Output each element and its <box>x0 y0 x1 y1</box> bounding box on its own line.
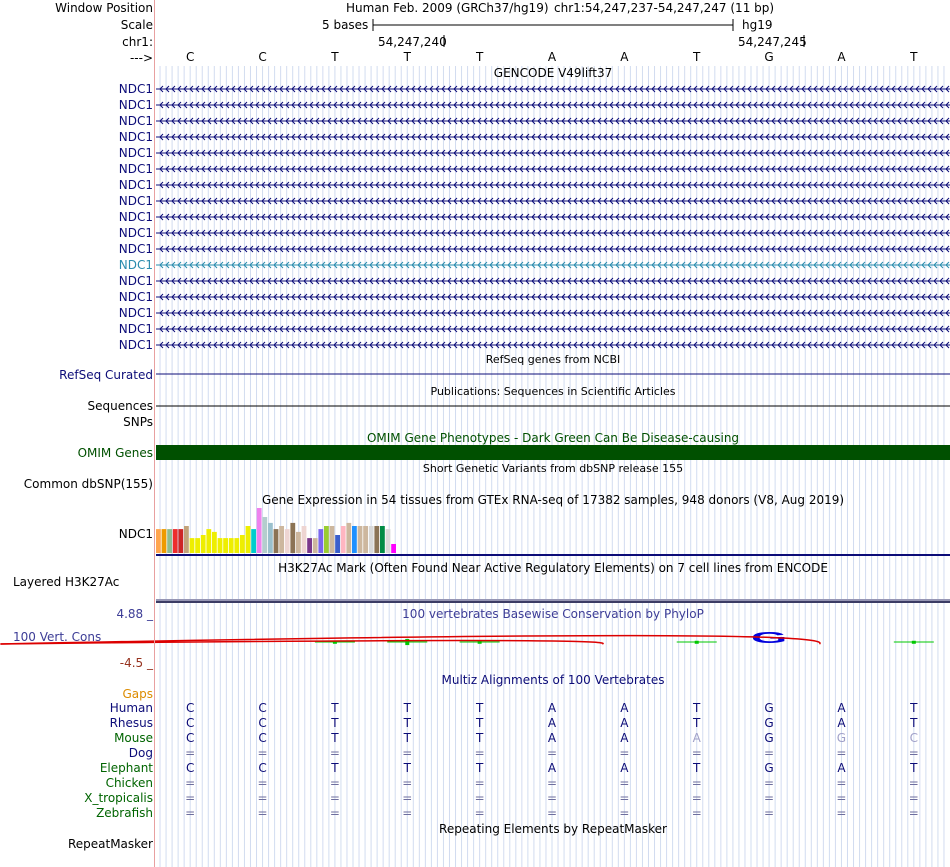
sequence-base: T <box>475 50 484 64</box>
strand-label: ---> <box>129 51 153 65</box>
gtex-tissue-bar[interactable] <box>307 538 312 553</box>
gtex-tissue-bar[interactable] <box>162 529 167 553</box>
alignment-base: T <box>910 716 918 730</box>
phylop-value[interactable] <box>405 639 409 645</box>
alignment-base: = <box>474 746 485 760</box>
h3k27ac-signal[interactable] <box>156 601 950 603</box>
alignment-base: C <box>909 731 918 745</box>
alignment-base: = <box>185 791 196 805</box>
alignment-base: A <box>620 716 629 730</box>
scale-label: Scale <box>120 18 153 32</box>
dbsnp-label[interactable]: Common dbSNP(155) <box>23 477 153 491</box>
alignment-base: = <box>691 806 702 820</box>
alignment-base: A <box>547 716 557 730</box>
alignment-base: = <box>764 806 775 820</box>
alignment-base: T <box>910 701 918 715</box>
alignment-base: G <box>764 761 774 775</box>
gtex-tissue-bar[interactable] <box>279 526 284 553</box>
alignment-base: T <box>331 701 339 715</box>
alignment-base: T <box>331 716 339 730</box>
gtex-tissue-bar[interactable] <box>335 535 340 553</box>
alignment-base: = <box>836 776 847 790</box>
gtex-tissue-bar[interactable] <box>156 529 161 553</box>
gtex-tissue-bar[interactable] <box>341 526 346 553</box>
alignment-base: G <box>764 716 774 730</box>
alignment-base: = <box>402 791 413 805</box>
alignment-base: T <box>693 716 701 730</box>
gtex-tissue-bar[interactable] <box>246 526 251 553</box>
alignment-base: = <box>329 746 340 760</box>
alignment-base: T <box>475 716 484 730</box>
snps-label[interactable]: SNPs <box>123 415 153 429</box>
alignment-base: C <box>185 761 195 775</box>
alignment-base: = <box>764 791 775 805</box>
gtex-tissue-bar[interactable] <box>352 526 357 553</box>
chr-label: chr1: <box>122 35 153 49</box>
refseq-label[interactable]: RefSeq Curated <box>59 368 153 382</box>
gtex-tissue-bar[interactable] <box>346 523 351 553</box>
alignment-base: C <box>185 716 195 730</box>
alignment-base: = <box>619 746 630 760</box>
gencode-gene-label[interactable]: NDC1 <box>118 290 153 304</box>
gtex-tissue-bar[interactable] <box>190 538 195 553</box>
alignment-base: G <box>836 731 847 745</box>
alignment-base: C <box>185 701 195 715</box>
refseq-title[interactable]: RefSeq genes from NCBI <box>485 353 621 366</box>
gencode-gene-label[interactable]: NDC1 <box>118 306 153 320</box>
alignment-base: A <box>692 731 701 745</box>
alignment-base: = <box>257 806 268 820</box>
repeatmasker-label[interactable]: RepeatMasker <box>67 837 153 851</box>
gencode-gene-label[interactable]: NDC1 <box>118 258 153 272</box>
sequence-base: T <box>403 50 411 64</box>
repeatmasker-title[interactable]: Repeating Elements by RepeatMasker <box>439 822 667 836</box>
gencode-gene-label[interactable]: NDC1 <box>118 338 153 352</box>
alignment-base: = <box>764 776 775 790</box>
gencode-gene-label[interactable]: NDC1 <box>118 98 153 112</box>
assembly-name: Human Feb. 2009 (GRCh37/hg19) <box>346 1 549 15</box>
alignment-base: C <box>185 731 195 745</box>
gtex-tissue-bar[interactable] <box>234 538 239 553</box>
gencode-gene-label[interactable]: NDC1 <box>118 226 153 240</box>
species-label[interactable]: Elephant <box>99 761 153 775</box>
gencode-gene-label[interactable]: NDC1 <box>118 194 153 208</box>
alignment-base: T <box>693 701 701 715</box>
phylop-label[interactable]: 100 Vert. Cons <box>13 630 102 644</box>
alignment-base: = <box>329 776 340 790</box>
alignment-base: T <box>331 731 339 745</box>
gtex-tissue-bar[interactable] <box>363 526 368 553</box>
gtex-tissue-bar[interactable] <box>240 535 245 553</box>
alignment-base: T <box>403 731 411 745</box>
alignment-base: T <box>403 701 411 715</box>
gtex-tissue-bar[interactable] <box>268 523 273 553</box>
phylop-min: -4.5 _ <box>119 656 153 670</box>
alignment-base: C <box>258 731 267 745</box>
gencode-gene-label[interactable]: NDC1 <box>118 274 153 288</box>
omim-title[interactable]: OMIM Gene Phenotypes - Dark Green Can Be Disease-causing <box>366 431 740 445</box>
alignment-base: = <box>836 746 847 760</box>
alignment-base: G <box>764 731 774 745</box>
h3k27ac-signal[interactable] <box>156 599 950 601</box>
gtex-tissue-bar[interactable] <box>374 526 379 553</box>
gencode-title[interactable]: GENCODE V49lift37 <box>493 66 613 80</box>
gencode-gene-label[interactable]: NDC1 <box>118 82 153 96</box>
position-coords[interactable]: chr1:54,247,237-54,247,247 (11 bp) <box>554 1 775 15</box>
gtex-tissue-bar[interactable] <box>386 529 391 553</box>
sequences-label[interactable]: Sequences <box>87 399 153 413</box>
alignment-base: = <box>474 806 485 820</box>
alignment-base: = <box>257 776 268 790</box>
alignment-base: = <box>836 791 847 805</box>
gencode-gene-label[interactable]: NDC1 <box>118 146 153 160</box>
gtex-tissue-bar[interactable] <box>380 526 385 553</box>
alignment-base: = <box>329 806 340 820</box>
gtex-tissue-bar[interactable] <box>178 529 183 553</box>
alignment-base: = <box>619 791 630 805</box>
gtex-label[interactable]: NDC1 <box>118 527 153 541</box>
gencode-gene-label[interactable]: NDC1 <box>118 178 153 192</box>
alignment-base: A <box>620 731 629 745</box>
sequence-base: T <box>910 50 918 64</box>
gaps-label: Gaps <box>122 687 153 701</box>
sequence-base: C <box>258 50 267 64</box>
gtex-tissue-bar[interactable] <box>274 529 279 553</box>
position-tick-1: 54,247,240 <box>378 35 447 49</box>
gencode-gene-label[interactable]: NDC1 <box>118 322 153 336</box>
sequence-base: A <box>547 50 557 64</box>
gtex-tissue-bar[interactable] <box>251 529 256 553</box>
alignment-base: = <box>546 746 558 760</box>
alignment-base: T <box>403 761 411 775</box>
gencode-gene-label[interactable]: NDC1 <box>118 162 153 176</box>
gtex-tissue-bar[interactable] <box>391 544 396 553</box>
gtex-tissue-bar[interactable] <box>212 532 217 553</box>
species-label[interactable]: Zebrafish <box>96 806 153 820</box>
publications-title[interactable]: Publications: Sequences in Scientific Articles <box>430 385 676 398</box>
alignment-base: T <box>910 761 918 775</box>
alignment-base: = <box>764 746 775 760</box>
alignment-base: = <box>257 746 268 760</box>
phylop-max: 4.88 _ <box>116 607 153 621</box>
alignment-base: = <box>691 746 702 760</box>
multiz-title[interactable]: Multiz Alignments of 100 Vertebrates <box>441 673 665 687</box>
phylop-base-logo[interactable]: G <box>750 628 788 647</box>
gtex-tissue-bar[interactable] <box>218 538 223 553</box>
sequence-base: A <box>620 50 629 64</box>
alignment-base: = <box>546 776 558 790</box>
alignment-base: = <box>257 791 268 805</box>
species-label[interactable]: Human <box>109 701 153 715</box>
gtex-tissue-bar[interactable] <box>302 526 307 553</box>
alignment-base: T <box>475 701 484 715</box>
omim-bar[interactable] <box>156 445 950 460</box>
gtex-tissue-bar[interactable] <box>330 526 335 553</box>
db-name: hg19 <box>742 18 773 32</box>
alignment-base: A <box>547 701 557 715</box>
alignment-base: = <box>402 806 413 820</box>
alignment-base: = <box>185 776 196 790</box>
gtex-tissue-bar[interactable] <box>285 529 290 553</box>
position-tick-2: 54,247,245 <box>738 35 807 49</box>
species-label[interactable]: Dog <box>128 746 153 760</box>
alignment-base: T <box>475 761 484 775</box>
species-label[interactable]: X_tropicalis <box>84 791 153 805</box>
alignment-base: = <box>402 776 413 790</box>
gtex-tissue-bar[interactable] <box>173 529 178 553</box>
gtex-tissue-bar[interactable] <box>313 538 318 553</box>
gtex-tissue-bar[interactable] <box>324 526 329 553</box>
alignment-base: = <box>619 806 630 820</box>
gtex-tissue-bar[interactable] <box>318 529 323 553</box>
alignment-base: A <box>620 761 629 775</box>
phylop-value[interactable] <box>695 641 699 644</box>
alignment-base: = <box>908 746 919 760</box>
label-divider <box>154 0 155 867</box>
sequence-base: C <box>185 50 195 64</box>
alignment-base: = <box>329 791 340 805</box>
alignment-base: = <box>474 776 485 790</box>
gencode-gene-label[interactable]: NDC1 <box>118 114 153 128</box>
alignment-base: A <box>547 731 557 745</box>
h3k27ac-title[interactable]: H3K27Ac Mark (Often Found Near Active Regulatory Elements) on 7 cell lines from ENCODE <box>278 561 828 575</box>
alignment-base: C <box>258 761 267 775</box>
gencode-gene-label[interactable]: NDC1 <box>118 210 153 224</box>
gtex-tissue-bar[interactable] <box>195 538 200 553</box>
alignment-base: = <box>185 806 196 820</box>
alignment-base: = <box>474 791 485 805</box>
phylop-title[interactable]: 100 vertebrates Basewise Conservation by PhyloP <box>402 607 704 621</box>
alignment-base: G <box>764 701 774 715</box>
gtex-tissue-bar[interactable] <box>229 538 234 553</box>
sequence-base: T <box>693 50 701 64</box>
window-position-label: Window Position <box>55 1 153 15</box>
gtex-tissue-bar[interactable] <box>369 526 374 553</box>
alignment-base: = <box>402 746 413 760</box>
alignment-base: A <box>837 716 846 730</box>
alignment-base: A <box>837 701 846 715</box>
sequence-base: T <box>331 50 339 64</box>
alignment-base: A <box>547 761 557 775</box>
alignment-base: C <box>258 716 267 730</box>
gtex-tissue-bar[interactable] <box>262 517 267 553</box>
alignment-base: = <box>185 746 196 760</box>
gtex-title[interactable]: Gene Expression in 54 tissues from GTEx RNA-seq of 17382 samples, 948 donors (V8, Aug 2019) <box>261 493 845 507</box>
alignment-base: = <box>908 791 919 805</box>
sequence-base: A <box>837 50 846 64</box>
alignment-base: = <box>546 791 558 805</box>
species-label[interactable]: Chicken <box>105 776 153 790</box>
alignment-base: = <box>619 776 630 790</box>
gtex-tissue-bar[interactable] <box>290 523 295 553</box>
alignment-base: = <box>836 806 847 820</box>
h3k27ac-label[interactable]: Layered H3K27Ac <box>13 575 120 589</box>
alignment-base: T <box>403 716 411 730</box>
alignment-base: T <box>475 731 484 745</box>
species-label[interactable]: Mouse <box>114 731 153 745</box>
gencode-gene-label[interactable]: NDC1 <box>118 242 153 256</box>
gtex-tissue-bar[interactable] <box>358 526 363 553</box>
gtex-tissue-bar[interactable] <box>223 538 228 553</box>
alignment-base: = <box>546 806 558 820</box>
dbsnp-title[interactable]: Short Genetic Variants from dbSNP release 155 <box>422 462 684 475</box>
alignment-base: T <box>693 761 701 775</box>
gtex-tissue-bar[interactable] <box>184 526 189 553</box>
gtex-tissue-bar[interactable] <box>201 535 206 553</box>
alignment-base: A <box>620 701 629 715</box>
alignment-base: A <box>837 761 846 775</box>
gencode-gene-label[interactable]: NDC1 <box>118 130 153 144</box>
alignment-base: = <box>908 776 919 790</box>
omim-label[interactable]: OMIM Genes <box>77 446 153 460</box>
gtex-tissue-bar[interactable] <box>167 529 172 553</box>
scale-text: 5 bases <box>322 18 369 32</box>
species-label[interactable]: Rhesus <box>109 716 153 730</box>
alignment-base: = <box>691 791 702 805</box>
alignment-base: C <box>258 701 267 715</box>
gtex-tissue-bar[interactable] <box>257 508 262 553</box>
alignment-base: = <box>908 806 919 820</box>
alignment-base: T <box>331 761 339 775</box>
phylop-value[interactable] <box>912 641 916 644</box>
sequence-base: G <box>764 50 774 64</box>
gtex-tissue-bar[interactable] <box>296 532 301 553</box>
gtex-tissue-bar[interactable] <box>206 529 211 553</box>
alignment-base: = <box>691 776 702 790</box>
